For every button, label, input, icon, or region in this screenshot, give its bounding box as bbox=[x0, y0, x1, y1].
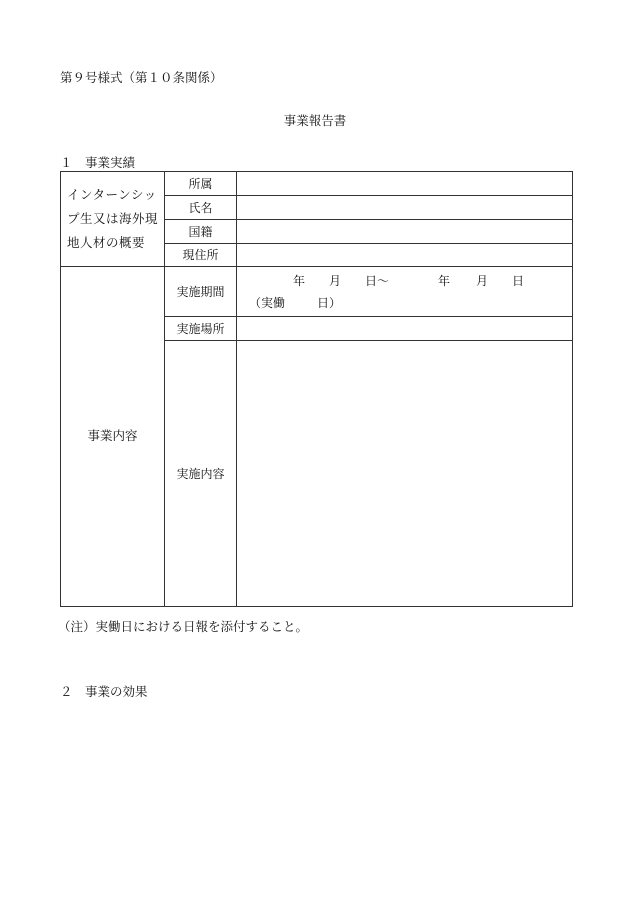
period-start-month: 月 bbox=[329, 274, 342, 288]
table-row bbox=[61, 267, 573, 317]
address-field[interactable] bbox=[237, 244, 573, 267]
nationality-field[interactable] bbox=[237, 220, 573, 244]
name-label: 氏名 bbox=[165, 196, 237, 220]
content-label: 実施内容 bbox=[165, 341, 237, 607]
affiliation-field[interactable] bbox=[237, 172, 573, 196]
affiliation-label: 所属 bbox=[165, 172, 237, 196]
content-field[interactable] bbox=[237, 341, 573, 607]
document-title: 事業報告書 bbox=[283, 113, 347, 128]
period-start-year: 年 bbox=[293, 274, 306, 288]
period-label: 実施期間 bbox=[165, 267, 237, 317]
period-field[interactable] bbox=[237, 267, 573, 317]
nationality-label: 国籍 bbox=[165, 220, 237, 244]
section1-heading: １ 事業実績 bbox=[60, 155, 136, 170]
address-label: 現住所 bbox=[165, 244, 237, 267]
table-row bbox=[61, 172, 573, 196]
business-content-label: 事業内容 bbox=[61, 267, 165, 607]
overview-label: インターンシップ生又は海外現地人材の概要 bbox=[61, 172, 165, 267]
name-field[interactable] bbox=[237, 196, 573, 220]
form-number: 第９号様式（第１０条関係） bbox=[60, 70, 223, 85]
business-report-table bbox=[60, 171, 573, 607]
period-start-day: 日～ bbox=[365, 274, 390, 288]
actual-days-close: 日） bbox=[317, 296, 342, 310]
period-end-month: 月 bbox=[476, 274, 489, 288]
place-field[interactable] bbox=[237, 317, 573, 341]
actual-days-open: （実働 bbox=[249, 296, 286, 310]
period-end-day: 日 bbox=[512, 274, 525, 288]
place-label: 実施場所 bbox=[165, 317, 237, 341]
attachment-note: （注）実働日における日報を添付すること。 bbox=[58, 619, 309, 634]
section2-heading: ２ 事業の効果 bbox=[60, 684, 148, 699]
period-end-year: 年 bbox=[438, 274, 451, 288]
